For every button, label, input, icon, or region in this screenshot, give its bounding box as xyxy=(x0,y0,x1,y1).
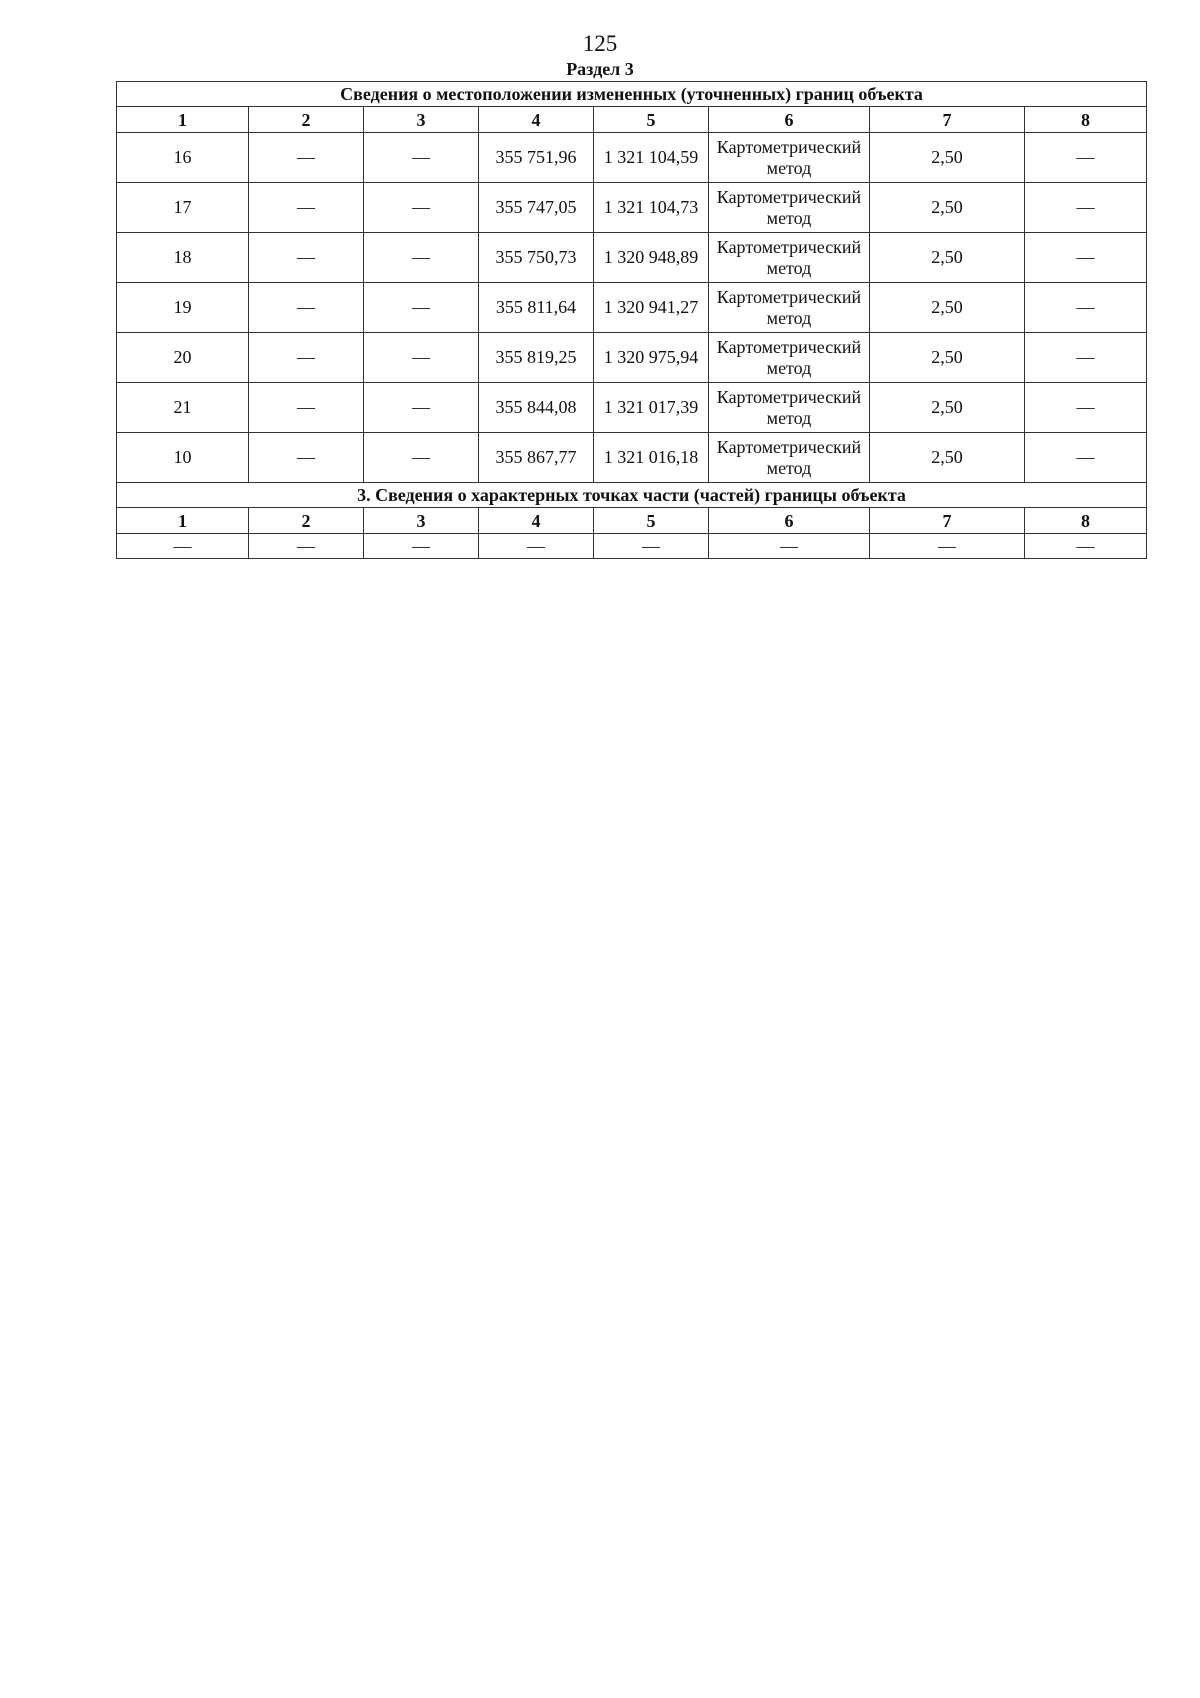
table-cell: Картометрический метод xyxy=(709,433,870,483)
subsection-caption: 3. Сведения о характерных точках части (частей) границы объекта xyxy=(117,483,1147,508)
table-row xyxy=(117,383,1147,433)
table-cell: 2,50 xyxy=(870,433,1025,483)
subsection-cell: — xyxy=(364,534,479,559)
table-cell: 1 320 948,89 xyxy=(594,233,709,283)
table-cell: — xyxy=(249,383,364,433)
table-cell: Картометрический метод xyxy=(709,383,870,433)
table-cell: — xyxy=(249,183,364,233)
table-cell: — xyxy=(364,333,479,383)
table-cell: — xyxy=(249,333,364,383)
boundary-table xyxy=(116,81,1147,559)
column-header: 4 xyxy=(479,107,594,133)
subsection-column-header: 5 xyxy=(594,508,709,534)
table-cell: — xyxy=(1025,233,1147,283)
table-cell: Картометрический метод xyxy=(709,133,870,183)
table-cell: 355 819,25 xyxy=(479,333,594,383)
table-cell: 355 751,96 xyxy=(479,133,594,183)
table-cell: 2,50 xyxy=(870,333,1025,383)
table-cell: 21 xyxy=(117,383,249,433)
table-cell: — xyxy=(249,233,364,283)
subsection-column-header: 2 xyxy=(249,508,364,534)
table-cell: 2,50 xyxy=(870,283,1025,333)
table-cell: — xyxy=(1025,383,1147,433)
table-caption-row xyxy=(117,82,1147,107)
subsection-column-header: 8 xyxy=(1025,508,1147,534)
table-cell: 16 xyxy=(117,133,249,183)
table-cell: Картометрический метод xyxy=(709,233,870,283)
table-cell: 355 844,08 xyxy=(479,383,594,433)
subsection-cell: — xyxy=(594,534,709,559)
subsection-column-header: 4 xyxy=(479,508,594,534)
column-header: 8 xyxy=(1025,107,1147,133)
table-row xyxy=(117,133,1147,183)
table-cell: 1 320 941,27 xyxy=(594,283,709,333)
subsection-column-header: 3 xyxy=(364,508,479,534)
table-cell: 1 321 016,18 xyxy=(594,433,709,483)
table-cell: — xyxy=(1025,433,1147,483)
subsection-cell: — xyxy=(709,534,870,559)
table-cell: 355 747,05 xyxy=(479,183,594,233)
subsection-column-header: 1 xyxy=(117,508,249,534)
table-row xyxy=(117,183,1147,233)
table-cell: — xyxy=(364,233,479,283)
table-cell: 2,50 xyxy=(870,183,1025,233)
table-cell: — xyxy=(249,133,364,183)
table-cell: 19 xyxy=(117,283,249,333)
table-cell: — xyxy=(364,133,479,183)
table-cell: 1 321 104,73 xyxy=(594,183,709,233)
table-row xyxy=(117,283,1147,333)
subsection-cell: — xyxy=(117,534,249,559)
subsection-column-header: 7 xyxy=(870,508,1025,534)
subsection-caption-row xyxy=(117,483,1147,508)
table-cell: — xyxy=(1025,133,1147,183)
subsection-cell: — xyxy=(1025,534,1147,559)
table-cell: 355 750,73 xyxy=(479,233,594,283)
table-row xyxy=(117,433,1147,483)
table-cell: 20 xyxy=(117,333,249,383)
column-header: 3 xyxy=(364,107,479,133)
subsection-row xyxy=(117,534,1147,559)
subsection-column-header: 6 xyxy=(709,508,870,534)
table-body xyxy=(117,82,1147,559)
subsection-cell: — xyxy=(479,534,594,559)
table-cell: 1 320 975,94 xyxy=(594,333,709,383)
table-cell: — xyxy=(1025,183,1147,233)
table-caption: Сведения о местоположении измененных (уточненных) границ объекта xyxy=(117,82,1147,107)
table-cell: — xyxy=(364,383,479,433)
table-cell: 10 xyxy=(117,433,249,483)
column-header: 7 xyxy=(870,107,1025,133)
table-cell: — xyxy=(364,283,479,333)
subsection-cell: — xyxy=(870,534,1025,559)
section-title: Раздел 3 xyxy=(566,59,634,79)
table-cell: 355 811,64 xyxy=(479,283,594,333)
table-cell: 17 xyxy=(117,183,249,233)
table-cell: — xyxy=(364,183,479,233)
column-header: 6 xyxy=(709,107,870,133)
subsection-cell: — xyxy=(249,534,364,559)
column-header: 1 xyxy=(117,107,249,133)
table-cell: — xyxy=(1025,333,1147,383)
column-header: 5 xyxy=(594,107,709,133)
table-cell: Картометрический метод xyxy=(709,183,870,233)
table-cell: — xyxy=(364,433,479,483)
table-cell: — xyxy=(249,283,364,333)
column-header-row xyxy=(117,107,1147,133)
table-row xyxy=(117,333,1147,383)
table-cell: Картометрический метод xyxy=(709,283,870,333)
table-cell: 355 867,77 xyxy=(479,433,594,483)
table-cell: 1 321 104,59 xyxy=(594,133,709,183)
table-cell: Картометрический метод xyxy=(709,333,870,383)
table-row xyxy=(117,233,1147,283)
table-cell: — xyxy=(249,433,364,483)
subsection-header-row xyxy=(117,508,1147,534)
table-cell: 2,50 xyxy=(870,383,1025,433)
page-number: 125 xyxy=(582,31,618,56)
table-cell: 1 321 017,39 xyxy=(594,383,709,433)
table-cell: 2,50 xyxy=(870,233,1025,283)
table-cell: 18 xyxy=(117,233,249,283)
table-cell: 2,50 xyxy=(870,133,1025,183)
table-cell: — xyxy=(1025,283,1147,333)
column-header: 2 xyxy=(249,107,364,133)
